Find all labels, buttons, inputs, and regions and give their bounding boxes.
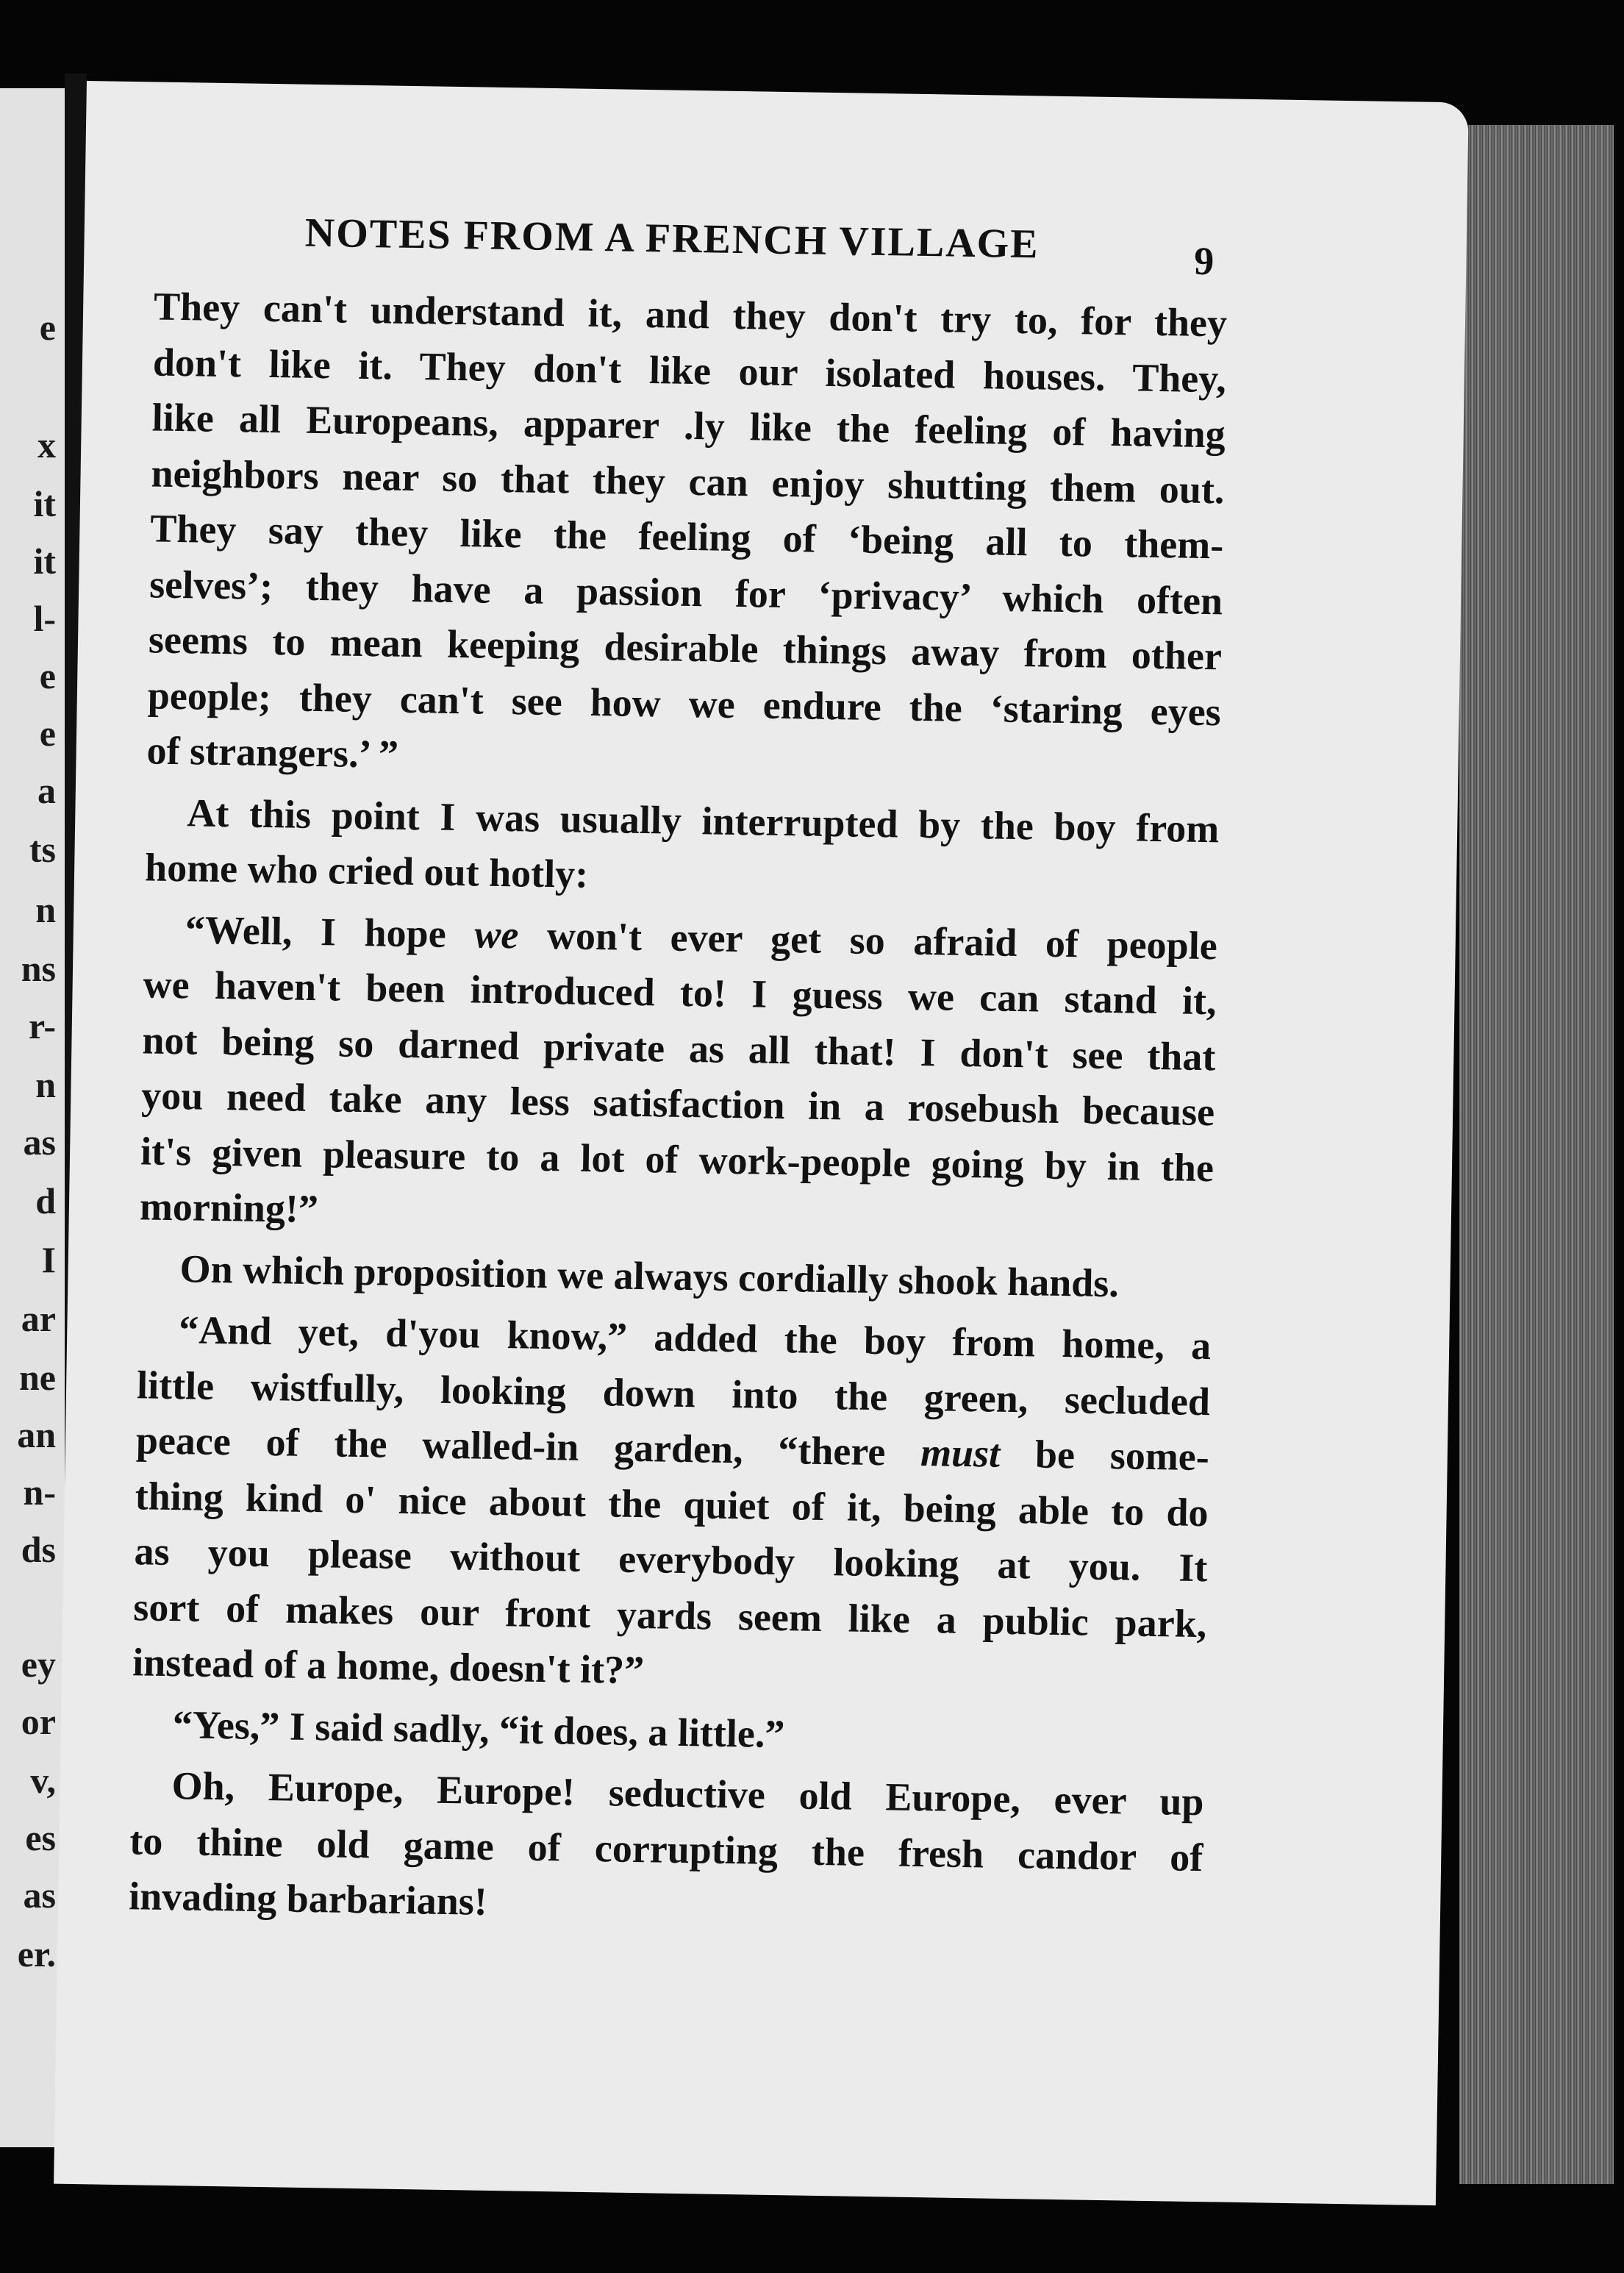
text-line: They can't understand it, and they don't try to, for they bbox=[153, 284, 1228, 346]
text-line: we haven't been introduced to! I guess we can stand it, bbox=[143, 962, 1217, 1024]
left-page-fragment: v, bbox=[30, 1760, 56, 1801]
text-line: not being so darned private as all that! I don't see that bbox=[142, 1017, 1216, 1079]
left-page-fragment: ar bbox=[21, 1298, 56, 1339]
left-page-fragment: ds bbox=[21, 1529, 56, 1570]
text-line: home who cried out hotly: bbox=[144, 845, 589, 896]
left-page-fragment: a bbox=[37, 770, 56, 811]
left-page-fragment: d bbox=[35, 1180, 56, 1221]
text-run: be some- bbox=[999, 1431, 1210, 1480]
text-line: They say they like the feeling of ‘being all to them- bbox=[149, 506, 1224, 568]
text-line: people; they can't see how we endure the ‘staring eyes bbox=[147, 672, 1222, 734]
left-page-fragment: e bbox=[39, 307, 56, 348]
running-head: NOTES FROM A FRENCH VILLAGE bbox=[304, 210, 1040, 268]
left-page-fragment: it bbox=[33, 540, 56, 582]
left-page-edge bbox=[0, 88, 65, 2147]
left-page-fragment: l- bbox=[33, 598, 56, 639]
text-line: to thine old game of corrupting the fresh candor of bbox=[129, 1818, 1203, 1880]
left-page-fragment: as bbox=[23, 1121, 56, 1163]
emphasis-run: must bbox=[920, 1430, 1001, 1476]
text-run: peace of the walled-in garden, “there bbox=[135, 1418, 921, 1475]
text-line: sort of makes our front yards seem like a public park, bbox=[132, 1584, 1207, 1646]
text-line: “Yes,” I said sadly, “it does, a little.” bbox=[172, 1702, 785, 1756]
left-page-fragment: an bbox=[17, 1414, 56, 1455]
left-page-fragment: x bbox=[37, 424, 56, 465]
left-page-fragment: ne bbox=[19, 1357, 56, 1398]
text-line: like all Europeans, apparer .ly like the feeling of having bbox=[151, 395, 1226, 457]
text-line: “And yet, d'you know,” added the boy from home, a bbox=[178, 1307, 1212, 1369]
text-line: On which proposition we always cordially shook hands. bbox=[179, 1246, 1120, 1305]
text-line: morning!” bbox=[139, 1184, 319, 1232]
text-line: instead of a home, doesn't it?” bbox=[132, 1640, 645, 1693]
left-page-fragment: or bbox=[21, 1701, 56, 1742]
left-page-fragment: n- bbox=[23, 1471, 56, 1513]
text-line: At this point I was usually interrupted by the boy from bbox=[186, 790, 1220, 851]
left-page-fragment: as bbox=[23, 1874, 56, 1916]
left-page-fragment: I bbox=[41, 1239, 56, 1280]
text-line: don't like it. They don't like our isolated houses. They, bbox=[152, 339, 1227, 401]
text-run: “Well, I hope bbox=[185, 907, 475, 956]
left-page-fragment: ts bbox=[29, 829, 56, 870]
text-line: little wistfully, looking down into the green, secluded bbox=[136, 1362, 1211, 1424]
page-block-edge bbox=[1459, 125, 1614, 2184]
page-number: 9 bbox=[1193, 238, 1215, 284]
text-line: as you please without everybody looking at you. It bbox=[134, 1529, 1208, 1591]
left-page-fragment: e bbox=[39, 713, 56, 754]
text-line: of strangers.’ ” bbox=[146, 728, 399, 777]
text-run: won't ever get so afraid of people bbox=[518, 912, 1218, 968]
text-line: invading barbarians! bbox=[128, 1874, 488, 1924]
left-page-fragment: it bbox=[33, 483, 56, 524]
text-line: you need take any less satisfaction in a rosebush because bbox=[140, 1073, 1215, 1135]
left-page-fragment: es bbox=[25, 1817, 56, 1858]
text-line: thing kind o' nice about the quiet of it, being able to do bbox=[135, 1473, 1209, 1535]
text-line: neighbors near so that they can enjoy shutting them out. bbox=[151, 450, 1225, 512]
left-page-fragment: er. bbox=[17, 1933, 56, 1974]
text-line: Oh, Europe, Europe! seductive old Europe, ever up bbox=[171, 1763, 1204, 1824]
emphasis-run: we bbox=[473, 911, 519, 957]
left-page-fragment: r- bbox=[29, 1005, 56, 1046]
left-page-fragment: ey bbox=[21, 1644, 56, 1685]
text-line: seems to mean keeping desirable things away from other bbox=[148, 617, 1223, 679]
book-page bbox=[54, 81, 1469, 2205]
text-line: it's given pleasure to a lot of work-people going by in the bbox=[140, 1128, 1215, 1190]
body-text bbox=[129, 279, 1228, 1941]
text-line: selves’; they have a passion for ‘privacy’ which often bbox=[149, 561, 1223, 623]
left-page-fragment: n bbox=[35, 889, 56, 930]
left-page-fragment: e bbox=[39, 655, 56, 696]
left-page-fragment: ns bbox=[21, 948, 56, 989]
left-page-fragment: n bbox=[35, 1064, 56, 1105]
